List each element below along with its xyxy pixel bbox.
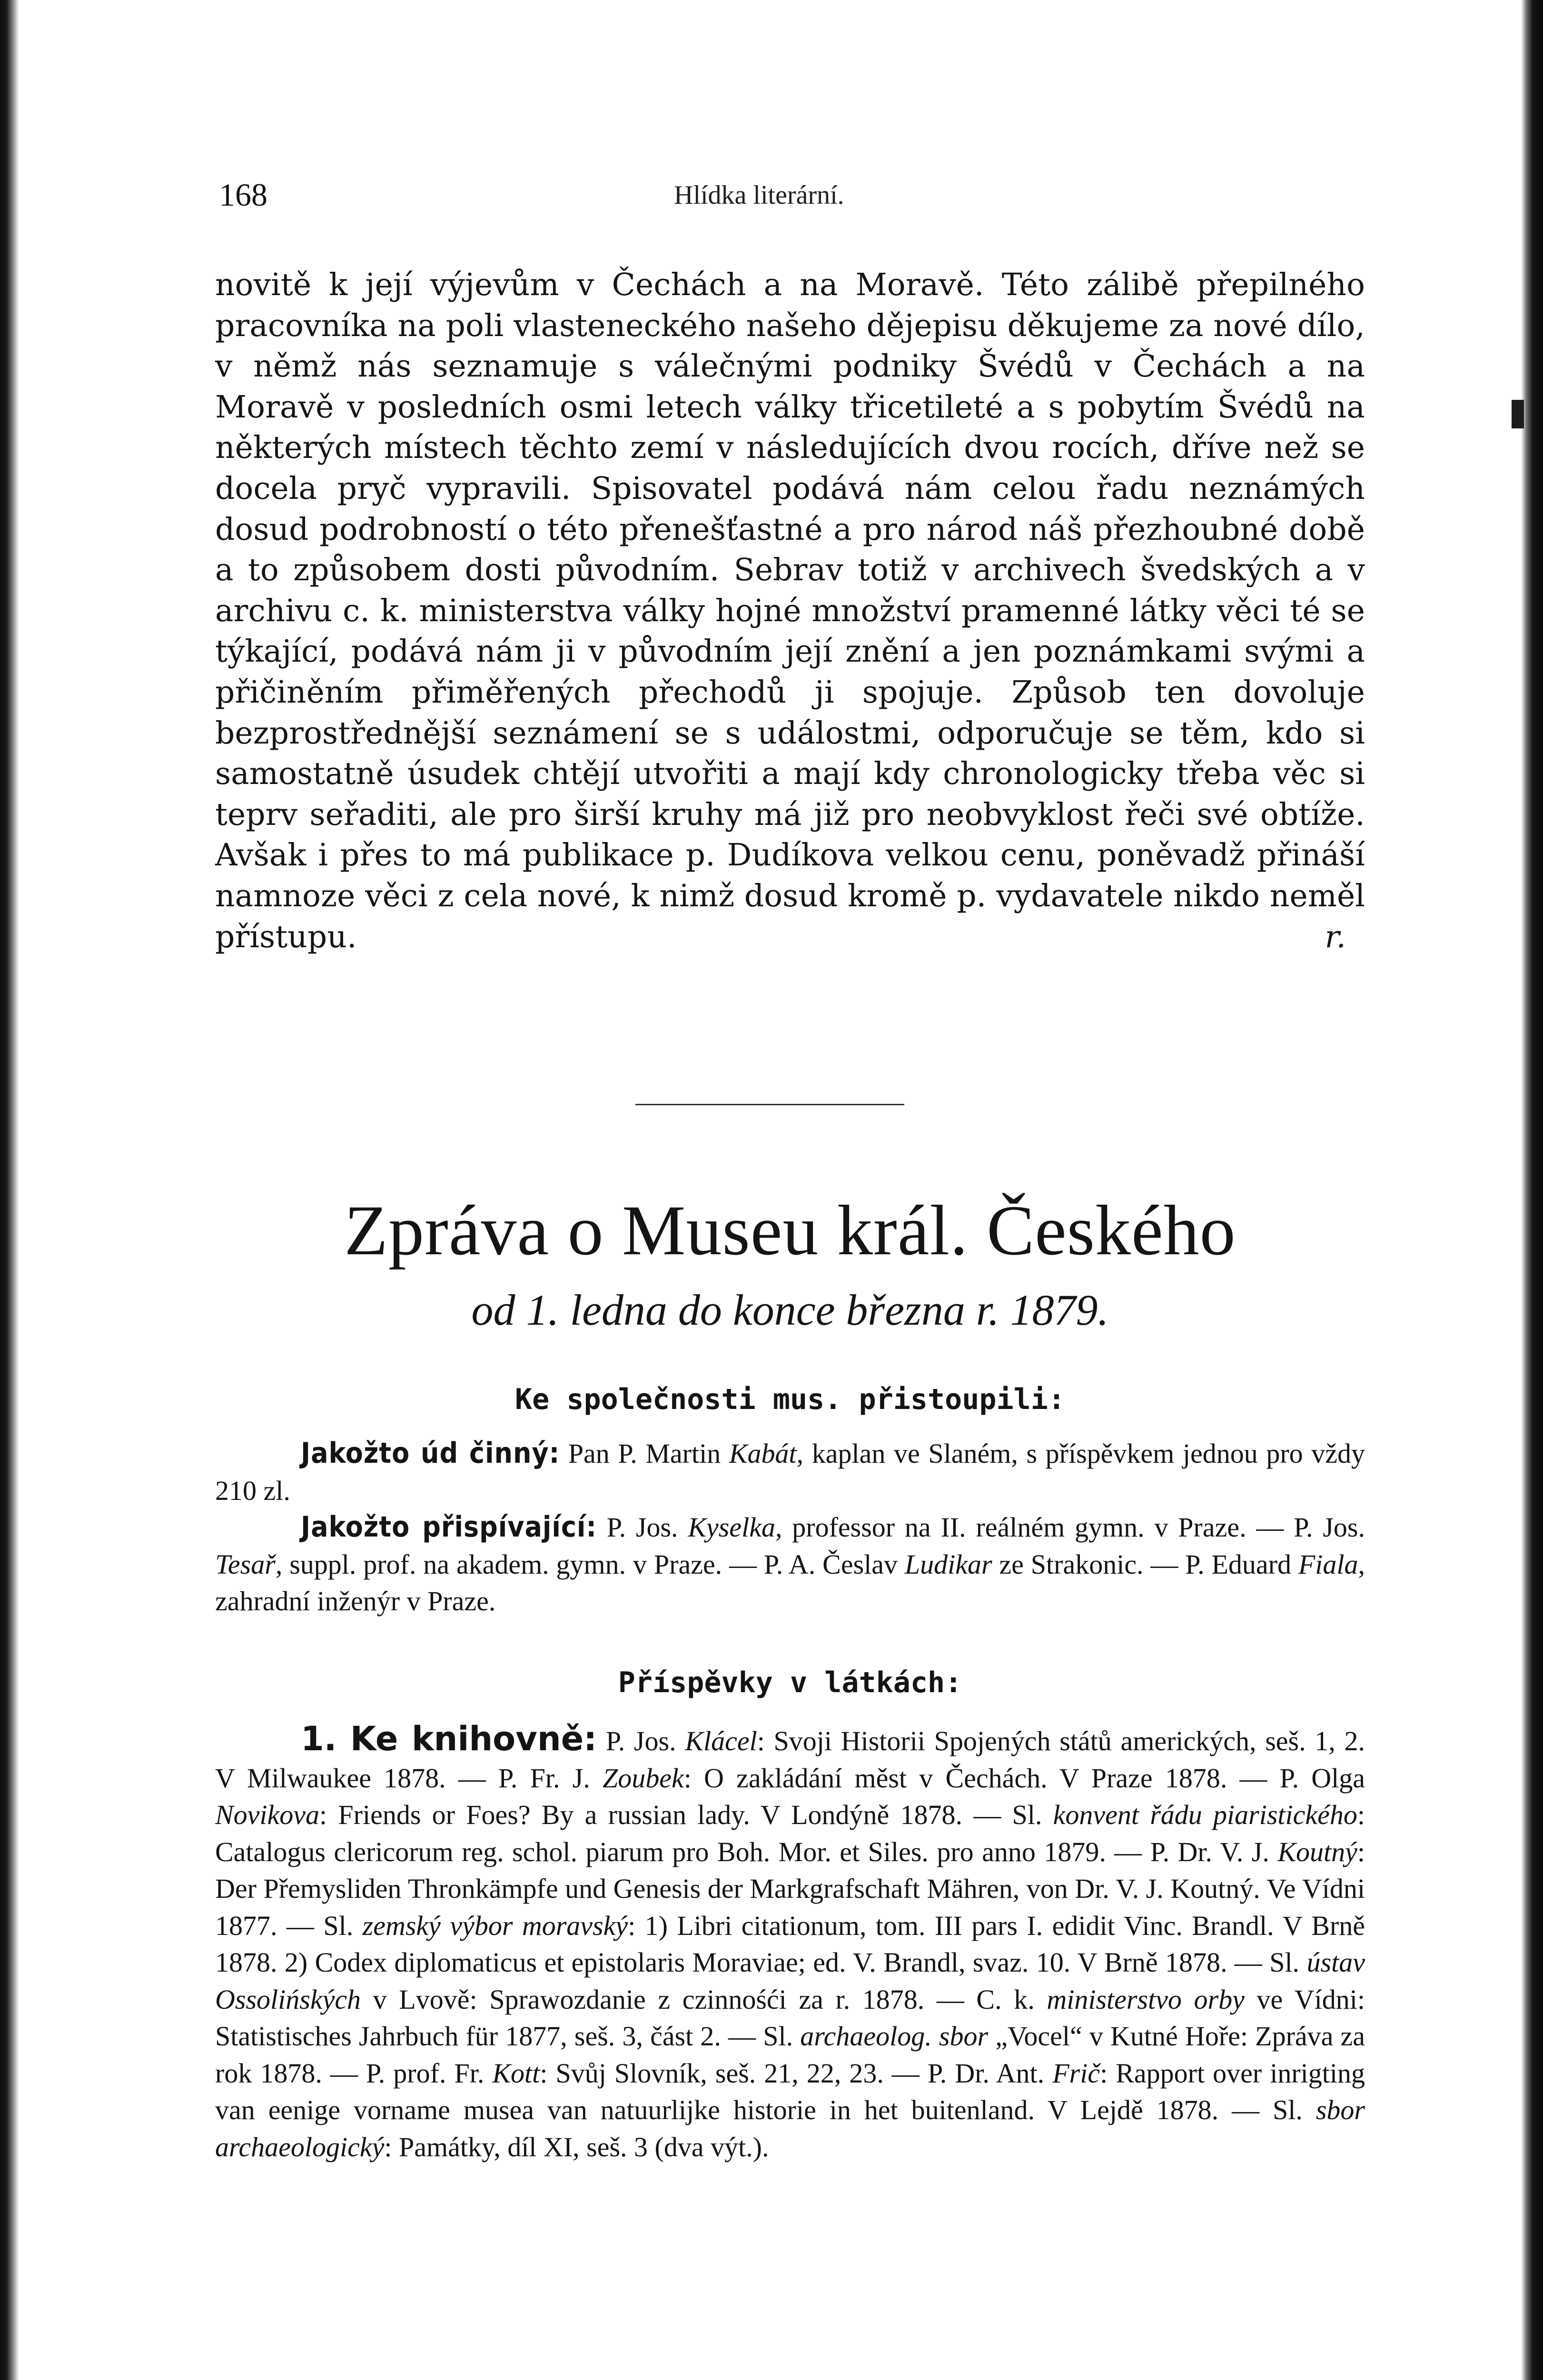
contrib-mid-1: , professor na II. reálném gymn. v Praze. — P. Jos. bbox=[775, 1512, 1365, 1543]
gifts-heading: Příspěvky v látkách: bbox=[618, 1666, 962, 1699]
review-paragraph bbox=[215, 265, 1365, 957]
contrib-name-3: Ludikar bbox=[904, 1548, 992, 1580]
gift-name-11: Frič bbox=[1052, 2057, 1100, 2089]
gift-text-3: : O zakládání měst v Čechách. V Praze 1878. — P. Olga bbox=[683, 1762, 1365, 1794]
review-paragraph-text: novitě k její výjevům v Čechách a na Moravě. Této zálibě přepilného pracovníka na poli vlasteneckého našeho dějepisu děkujeme za nové dílo, v němž nás seznamuje s válečnými podniky Švédů v Čechách a na Moravě v posledních osmi letech války třicetileté a s pobytím Švédů na některých místech těchto zemí v následujících dvou rocích, dříve než se docela pryč vypravili. Spisovatel podává nám celou řadu neznámých dosud podrobností o této přenešťastné a pro národ náš přezhoubné době a to způsobem dosti původním. Sebrav totiž v archivech švedských a v archivu c. k. ministerstva války hojné množství pramenné látky věci té se týkající, podává nám ji v původním její znění a jen poznámkami svými a přičiněním přiměřených přechodů ji spojuje. Způsob ten dovoluje bezprostřednější seznámení se s událostmi, odporučuje se těm, kdo si samostatně úsudek chtějí utvořiti a mají kdy chronologicky třeba věc si teprv seřaditi, ale pro širší kruhy má již pro neobvyklost řeči své obtíže. Avšak i přes to má publikace p. Dudíkova velkou cenu, poněvadž přináší namnoze věci z cela nové, k nimž dosud kromě p. vydavatele nikdo neměl přístupu. bbox=[215, 267, 1365, 955]
contrib-mid-2: , suppl. prof. na akadem. gymn. v Praze. — P. A. Česlav bbox=[275, 1548, 905, 1580]
gift-name-1: Klácel bbox=[685, 1726, 757, 1756]
contrib-mid-3: ze Strakonic. — P. Eduard bbox=[992, 1548, 1298, 1580]
gift-name-12: sbor archaeologický bbox=[215, 2094, 1365, 2162]
library-lead: 1. Ke knihovně: bbox=[301, 1719, 597, 1758]
gift-text-9: ve Vídni: Statistisches Jahrbuch für 1877, seš. 3, část 2. — Sl. bbox=[215, 1983, 1365, 2052]
gift-text-7: : 1) Libri citationum, tom. III pars I. edidit Vinc. Brandl. V Brně 1878. 2) Codex diplomaticus et epistolaris Moraviae; ed. V. Brandl, svaz. 10. V Brně 1878. — Sl. bbox=[215, 1910, 1365, 1978]
members-list bbox=[215, 1435, 1365, 1620]
scan-corner-mark bbox=[1512, 400, 1524, 428]
review-signature: r. bbox=[1325, 919, 1346, 955]
page-header bbox=[214, 176, 1366, 219]
contrib-name-2: Tesař bbox=[215, 1548, 276, 1580]
gift-text-1: P. Jos. bbox=[597, 1726, 685, 1756]
active-members-entry bbox=[215, 1435, 1365, 1509]
gift-text-13: : Památky, díl XI, seš. 3 (dva výt.). bbox=[384, 2131, 769, 2162]
active-pre: Pan P. Martin bbox=[560, 1438, 729, 1469]
contributing-members-entry bbox=[215, 1509, 1365, 1620]
gift-name-9: archaeolog. sbor bbox=[800, 2021, 989, 2052]
gift-text-12: : Rapport over inrigting van eenige vorname musea van natuurlijke historie in het buitenland. V Lejdě 1878. — Sl. bbox=[215, 2057, 1365, 2125]
gift-name-5: Koutný bbox=[1277, 1836, 1357, 1867]
section-divider bbox=[635, 1104, 904, 1105]
members-heading-block bbox=[215, 1383, 1365, 1416]
contrib-pre: P. Jos. bbox=[596, 1512, 688, 1543]
gifts-heading-block bbox=[215, 1666, 1365, 1699]
gift-name-3: Novikova bbox=[215, 1799, 320, 1830]
scan-edge-left bbox=[0, 0, 19, 2380]
library-gifts bbox=[215, 1721, 1365, 2165]
gift-text-4: : Friends or Foes? By a russian lady. V Londýně 1878. — Sl. bbox=[319, 1799, 1053, 1830]
gift-name-4: konvent řádu piaristického bbox=[1053, 1799, 1357, 1830]
active-name: Kabát bbox=[729, 1438, 797, 1469]
gift-name-6: zemský výbor moravský bbox=[362, 1910, 628, 1941]
report-subtitle: od 1. ledna do konce března r. 1879. bbox=[471, 1286, 1109, 1334]
report-title-block bbox=[215, 1190, 1365, 1339]
gift-text-8: v Lvově: Sprawozdanie z czinnośći za r. 1878. — C. k. bbox=[361, 1983, 1047, 2015]
gift-text-11: : Svůj Slovník, seš. 21, 22, 23. — P. Dr. Ant. bbox=[540, 2057, 1053, 2089]
contrib-post: , zahradní inženýr v Praze. bbox=[215, 1548, 1365, 1616]
active-post: , kaplan ve Slaném, s příspěvkem jednou pro vždy 210 zl. bbox=[215, 1438, 1365, 1506]
gift-text-6: : Der Přemysliden Thronkämpfe und Genesis der Markgrafschaft Mähren, von Dr. V. J. Koutný. Ve Vídni 1877. — Sl. bbox=[215, 1836, 1365, 1941]
gift-name-8: ministerstvo orby bbox=[1047, 1983, 1245, 2015]
gift-text-5: : Catalogus clericorum reg. schol. piarum pro Boh. Mor. et Siles. pro anno 1879. — P. Dr. V. J. bbox=[215, 1799, 1365, 1867]
gift-text-10: „Vocel“ v Kutné Hoře: Zpráva za rok 1878. — P. prof. Fr. bbox=[215, 2021, 1365, 2089]
contributing-members-lead: Jakožto přispívající: bbox=[301, 1510, 597, 1544]
page-number: 168 bbox=[219, 177, 267, 213]
library-entry bbox=[215, 1721, 1365, 2165]
active-members-lead: Jakožto úd činný: bbox=[301, 1437, 560, 1470]
report-title: Zpráva o Museu král. Českého bbox=[344, 1191, 1236, 1270]
scan-edge-right bbox=[1521, 0, 1543, 2380]
contrib-name-1: Kyselka bbox=[688, 1512, 775, 1543]
review-text bbox=[215, 265, 1365, 957]
gift-name-2: Zoubek bbox=[602, 1762, 684, 1794]
contrib-name-4: Fiala bbox=[1298, 1548, 1358, 1580]
members-heading: Ke společnosti mus. přistoupili: bbox=[515, 1383, 1065, 1416]
gift-name-10: Kott bbox=[492, 2057, 540, 2089]
gift-name-7: ústav Ossolińských bbox=[215, 1947, 1365, 2015]
running-head: Hlídka literární. bbox=[674, 180, 844, 210]
gift-text-2: : Svoji Historii Spojených států amerických, seš. 1, 2. V Milwaukee 1878. — P. Fr. J. bbox=[215, 1726, 1365, 1794]
